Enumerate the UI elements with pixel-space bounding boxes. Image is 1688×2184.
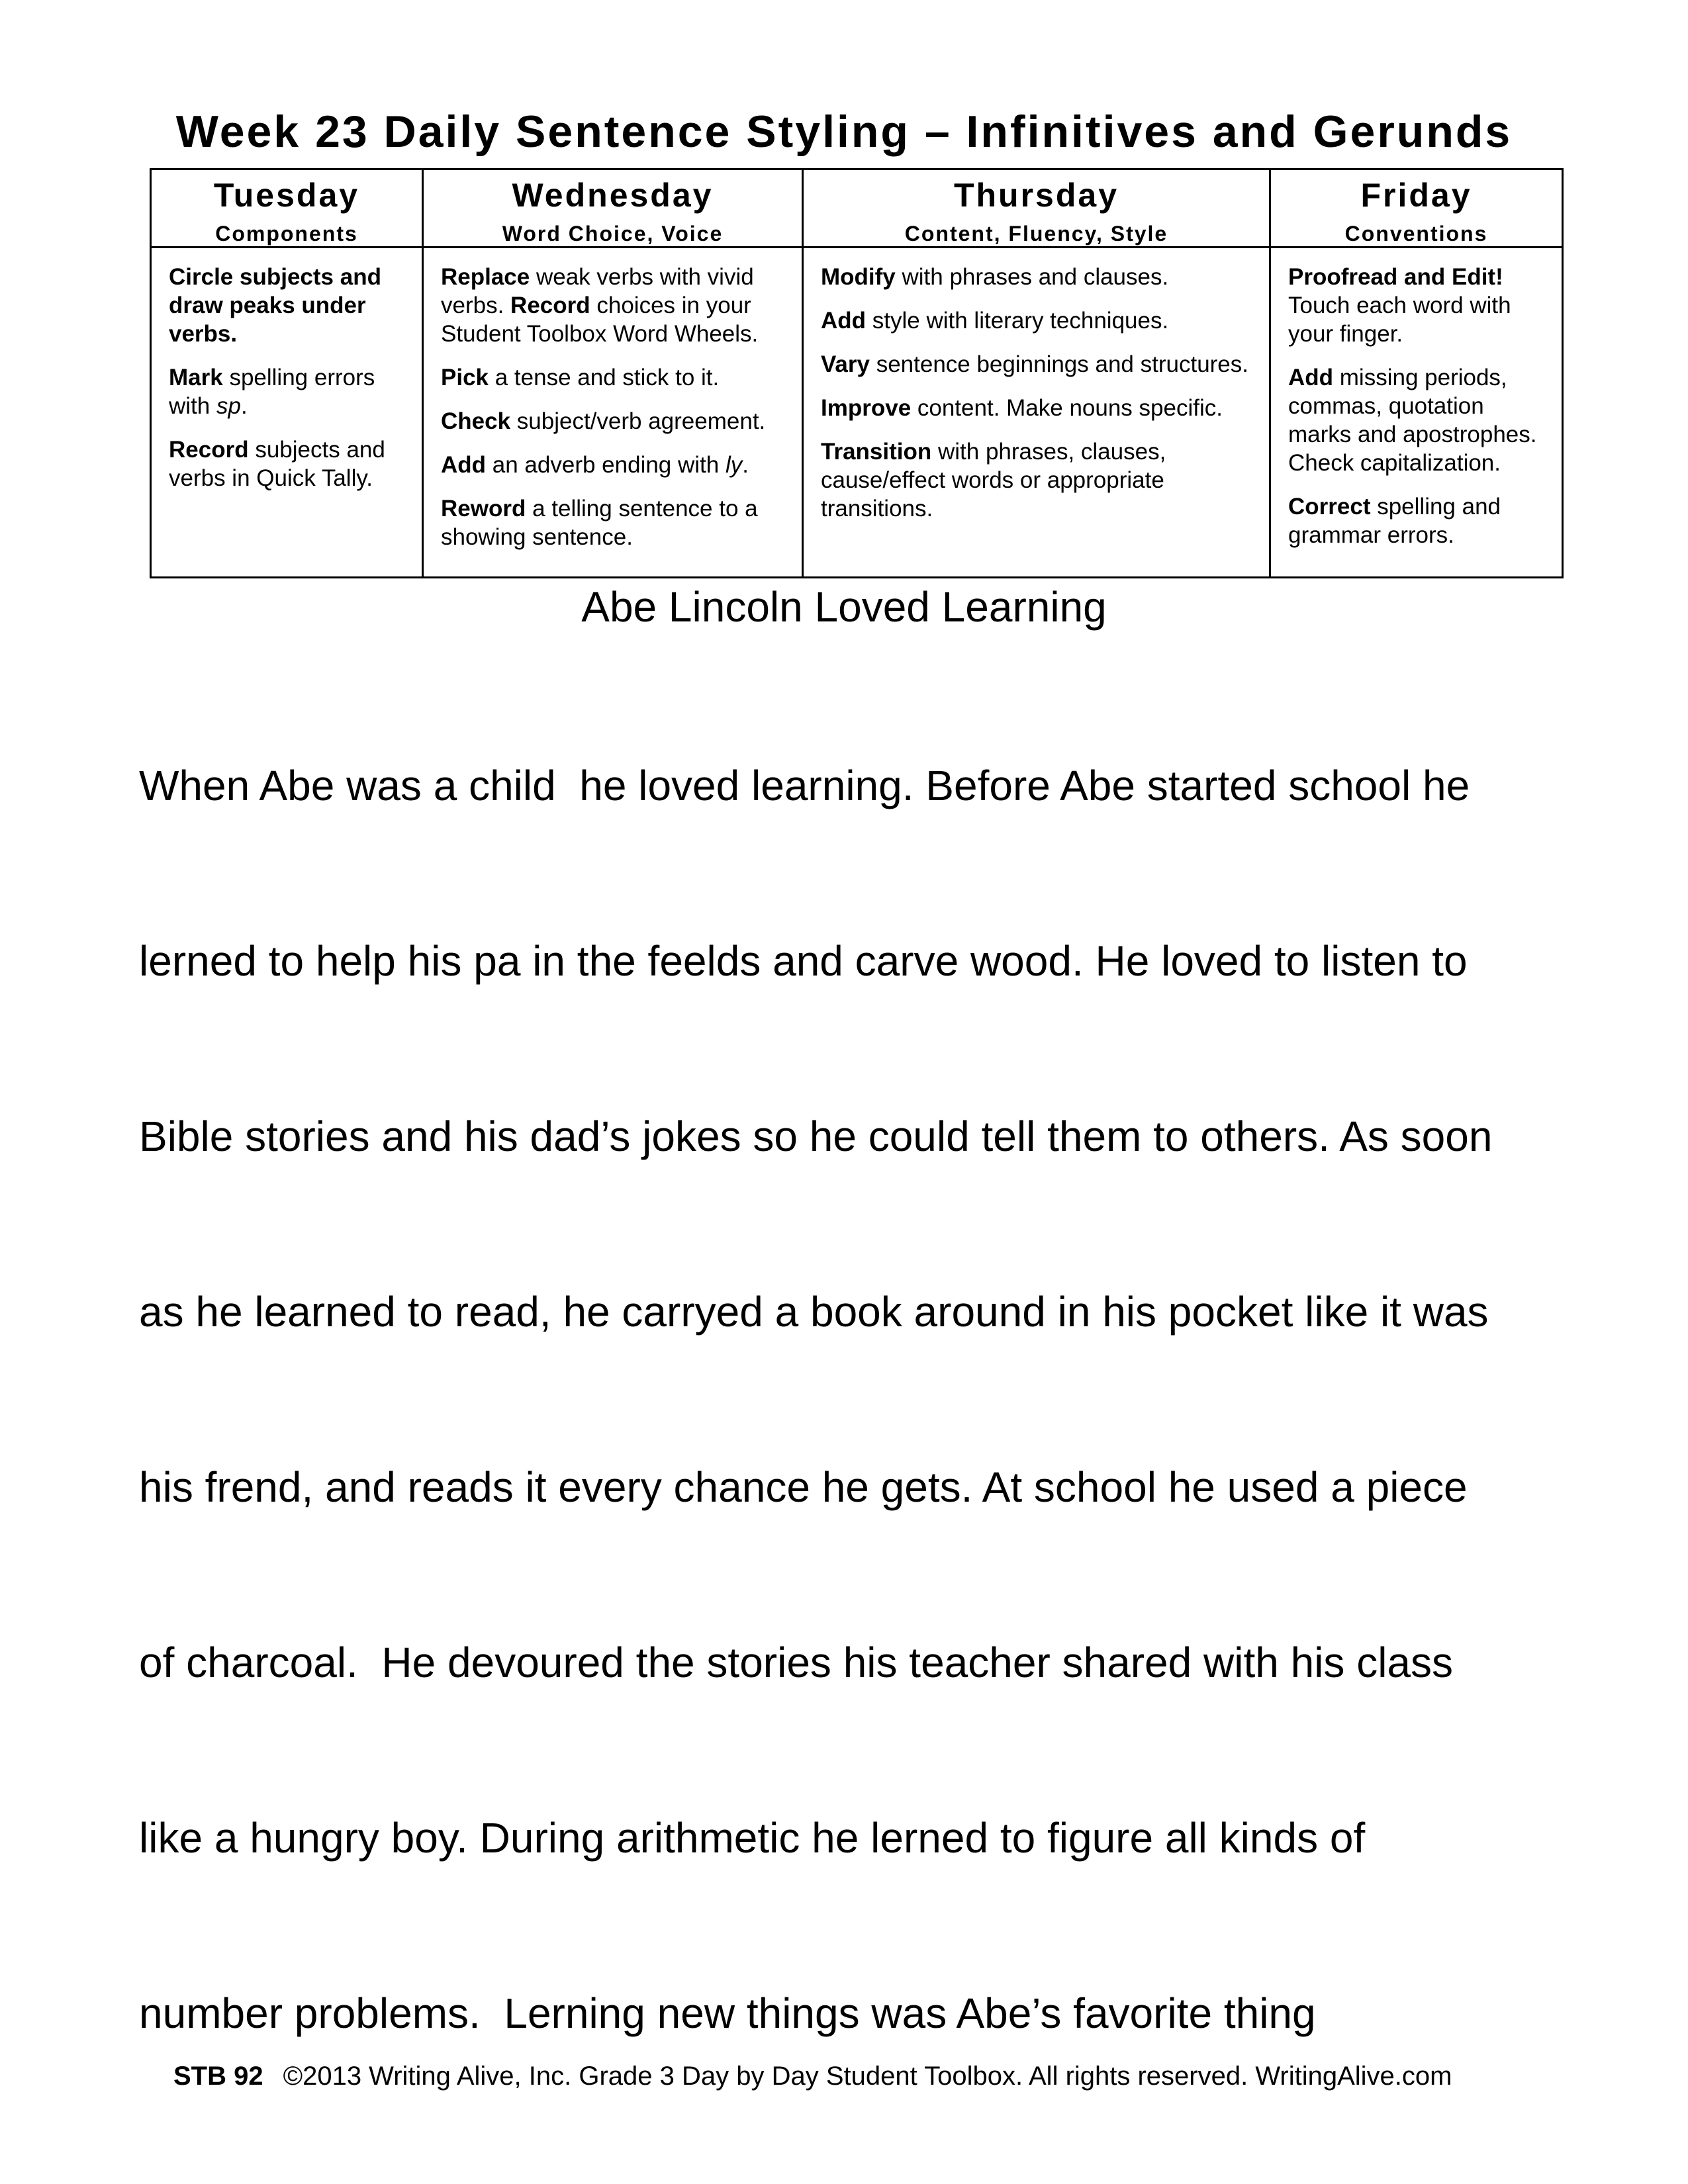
- instruction-text: Touch each word with your finger.: [1288, 293, 1511, 347]
- instruction-item: [441, 363, 786, 392]
- day-subtitle: Content, Fluency, Style: [904, 222, 1168, 246]
- instruction-text: sentence beginnings and structures.: [869, 351, 1248, 377]
- instruction-text: choices in your Student Toolbox Word Wheels.: [441, 293, 759, 347]
- column-header: [424, 170, 802, 248]
- day-label: Tuesday: [213, 177, 360, 214]
- instruction-keyword: Circle subjects and draw peaks under verbs.: [169, 264, 381, 347]
- instruction-text: an adverb ending with: [486, 452, 726, 478]
- day-subtitle: Components: [215, 222, 358, 246]
- instruction-text: weak verbs with vivid verbs.: [441, 264, 754, 318]
- day-label: Friday: [1360, 177, 1472, 214]
- instruction-italic: sp: [216, 393, 241, 419]
- column-header: [1271, 170, 1562, 248]
- instruction-tail: .: [240, 393, 248, 419]
- instruction-keyword: Check: [441, 408, 511, 434]
- day-label: Wednesday: [512, 177, 714, 214]
- instruction-keyword: Record: [510, 293, 590, 318]
- instruction-keyword: Proofread and Edit!: [1288, 264, 1503, 290]
- instruction-text: a telling sentence to a showing sentence.: [441, 496, 758, 550]
- instruction-item: [169, 435, 406, 492]
- day-subtitle: Word Choice, Voice: [502, 222, 724, 246]
- instruction-text: a tense and stick to it.: [489, 365, 720, 390]
- day-label: Thursday: [953, 177, 1119, 214]
- story-line: as he learned to read, he carryed a book around in his pocket like it was: [139, 1288, 1489, 1336]
- instruction-keyword: Add: [821, 308, 867, 334]
- day-subtitle: Conventions: [1344, 222, 1488, 246]
- instruction-keyword: Transition: [821, 439, 932, 465]
- instruction-italic: ly: [725, 452, 743, 478]
- column-tuesday: [152, 170, 424, 576]
- instruction-item: [441, 494, 786, 551]
- instruction-item: [441, 407, 786, 435]
- instruction-item: [1288, 263, 1546, 348]
- column-header: [152, 170, 422, 248]
- instruction-item: [821, 437, 1253, 523]
- instruction-keyword: Add: [1288, 365, 1334, 390]
- instruction-item: [821, 263, 1253, 291]
- instruction-text: subjects and verbs in Quick Tally.: [169, 437, 385, 491]
- page-footer: [173, 2060, 1452, 2093]
- instruction-keyword: Replace: [441, 264, 530, 290]
- instruction-text: spelling errors with: [169, 365, 375, 419]
- instruction-item: [1288, 492, 1546, 549]
- story-line: When Abe was a child he loved learning. Before Abe started school he: [139, 762, 1470, 809]
- instruction-text: style with literary techniques.: [866, 308, 1169, 334]
- instruction-item: [821, 306, 1253, 335]
- instruction-keyword: Improve: [821, 395, 912, 421]
- instruction-keyword: Mark: [169, 365, 223, 390]
- instruction-text: spelling and grammar errors.: [1288, 494, 1501, 548]
- instruction-text: with phrases and clauses.: [895, 264, 1169, 290]
- instruction-keyword: Pick: [441, 365, 489, 390]
- instruction-text: missing periods, commas, quotation marks and apostrophes. Check capitalization.: [1288, 365, 1537, 476]
- instruction-keyword: Vary: [821, 351, 870, 377]
- story-line: like a hungry boy. During arithmetic he lerned to figure all kinds of: [139, 1814, 1366, 1862]
- column-friday: [1271, 170, 1562, 576]
- instruction-keyword: Record: [169, 437, 249, 463]
- copyright-text: ©2013 Writing Alive, Inc. Grade 3 Day by Day Student Toolbox. All rights reserved. WritingAlive.com: [283, 2062, 1452, 2091]
- column-wednesday: [424, 170, 804, 576]
- column-thursday: [804, 170, 1271, 576]
- instruction-keyword: Modify: [821, 264, 896, 290]
- story-line: number problems. Lerning new things was Abe’s favorite thing: [139, 1989, 1316, 2037]
- instruction-text: content. Make nouns specific.: [911, 395, 1223, 421]
- instruction-item: [169, 263, 406, 348]
- story-line: of charcoal. He devoured the stories his teacher shared with his class: [139, 1639, 1453, 1686]
- story-line: lerned to help his pa in the feelds and carve wood. He loved to listen to: [139, 937, 1468, 985]
- story-line: his frend, and reads it every chance he gets. At school he used a piece: [139, 1463, 1468, 1511]
- instruction-item: [821, 350, 1253, 379]
- instruction-keyword: Add: [441, 452, 487, 478]
- page-title: Week 23 Daily Sentence Styling – Infinitives and Gerunds: [175, 107, 1513, 157]
- instruction-text: subject/verb agreement.: [510, 408, 766, 434]
- instruction-text: with phrases, clauses, cause/effect words or appropriate transitions.: [821, 439, 1166, 522]
- story-title: Abe Lincoln Loved Learning: [581, 583, 1107, 631]
- instruction-item: [441, 263, 786, 348]
- instruction-keyword: Correct: [1288, 494, 1371, 520]
- instruction-item: [1288, 363, 1546, 477]
- instruction-item: [169, 363, 406, 420]
- page-code: STB 92: [173, 2062, 263, 2091]
- instruction-keyword: Reword: [441, 496, 526, 522]
- column-header: [804, 170, 1269, 248]
- instruction-tail: .: [742, 452, 749, 478]
- instruction-table: [150, 168, 1564, 578]
- instruction-item: [821, 394, 1253, 422]
- instruction-item: [441, 451, 786, 479]
- story-line: Bible stories and his dad’s jokes so he could tell them to others. As soon: [139, 1113, 1493, 1160]
